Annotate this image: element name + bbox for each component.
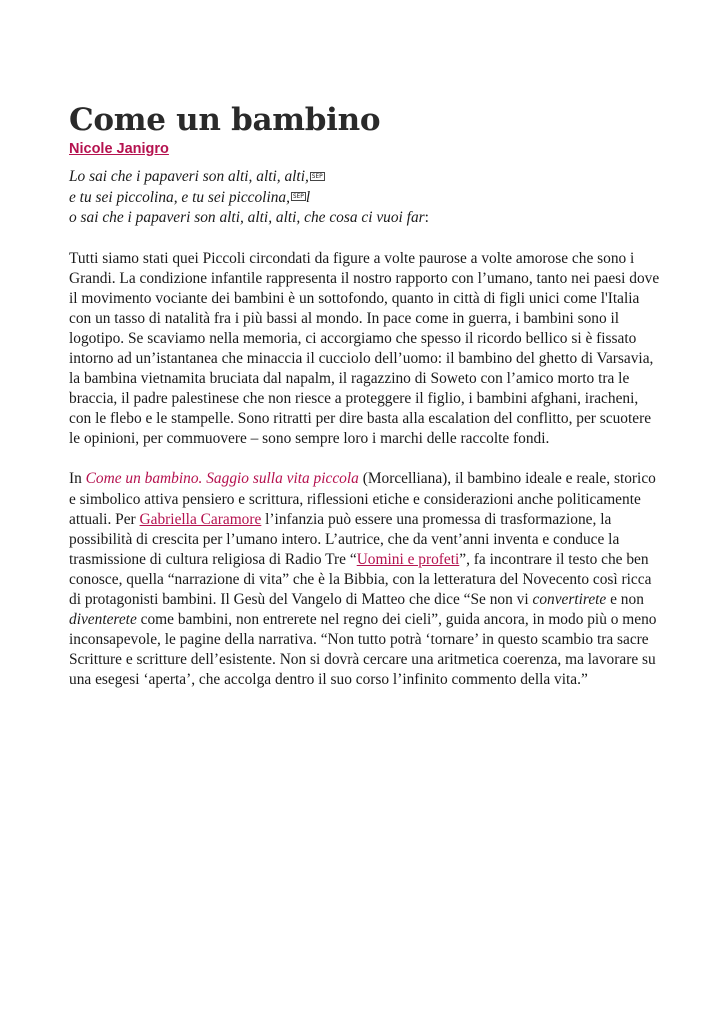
- uomini-e-profeti-link[interactable]: Uomini e profeti: [356, 550, 460, 568]
- paragraph-1: Tutti siamo stati quei Piccoli circondati da figure a volte paurose a volte amorose che sono i Grandi. La condizione infantile rappresenta il nostro rapporto con l’umano, tanto nei paesi dove il movimento vociante dei bambini è un sottofondo, quanto in città di figli unici come l'Italia con un tasso di natalità fra i più bassi al mondo. In pace come in guerra, i bambini sono il logotipo. Se scaviamo nella memoria, ci accorgiamo che spesso il ricordo bellico si è fissato intorno ad un’istantanea che minaccia il cucciolo dell’uomo: il bambino del ghetto di Varsavia, la bambina vietnamita bruciata dal napalm, il ragazzino di Soweto con l’amico morto tra le braccia, il padre palestinese che non riesce a proteggere il figlio, i bambini afghani, iracheni, con le flebo e le stampelle. Sono ritratti per dire basta alla escalation del conflitto, per scuotere le opinioni, per commuovere – sono sempre loro i marchi delle raccolte fondi.: [69, 249, 660, 448]
- poem-line-3-text: o sai che i papaveri son alti, alti, alti, che cosa ci vuoi far: [69, 209, 425, 226]
- poem-line-3: [69, 208, 661, 229]
- poem-line-2: [69, 188, 661, 209]
- p2-text-4: ”, fa incontrare il testo che ben conosce, quella “narrazione di vita” che è la Bibbia, con la letteratura del Novecento così ricca di protagonisti bambini. Il Gesù del Vangelo di Matteo che dice “Se non vi: [69, 550, 652, 608]
- article: [69, 100, 661, 690]
- author-link[interactable]: Nicole Janigro: [69, 141, 169, 157]
- sep-glyph-icon: SEP: [292, 193, 304, 201]
- poem-line-2-tail: l: [305, 188, 311, 206]
- p2-italic-diventerete: diventerete: [69, 611, 137, 629]
- poem-quote: [69, 167, 661, 229]
- p2-italic-convertirete: convertirete: [532, 591, 607, 608]
- poem-line-2-text: e tu sei piccolina, e tu sei piccolina,: [69, 188, 290, 206]
- poem-line-1: [69, 167, 661, 188]
- gabriella-caramore-link[interactable]: Gabriella Caramore: [139, 510, 262, 528]
- poem-line-3-end: :: [424, 209, 429, 226]
- poem-line-1-text: Lo sai che i papaveri son alti, alti, alti,: [69, 168, 309, 185]
- p2-text-2: (Morcelliana), il bambino ideale e reale, storico e simbolico attiva pensiero e scrittura, riflessioni etiche e considerazioni anche politicamente attuali. Per: [69, 470, 656, 528]
- article-title: Come un bambino: [69, 102, 381, 138]
- sep-glyph-icon: SEP: [311, 172, 323, 180]
- paragraph-2: [69, 469, 661, 690]
- p2-text-6: come bambini, non entrerete nel regno dei cieli”, guida ancora, in modo più o meno inconsapevole, le pagine della narrativa. “Non tutto potrà ‘tornare’ in questo scambio tra sacre Scritture e scritture dell’esistente. Non si dovrà cercare una aritmetica coerenza, ma lavorare su una esegesi ‘aperta’, che accolga dentro il suo corso l’infinito commento della vita.”: [69, 611, 657, 689]
- p2-text-1: In: [69, 470, 86, 488]
- book-title: Come un bambino. Saggio sulla vita piccola: [85, 470, 359, 488]
- p2-text-3: l’infanzia può essere una promessa di trasformazione, la possibilità di crescita per l’umano intero. L’autrice, che da vent’anni inventa e conduce la trasmissione di cultura religiosa di Radio Tre “: [69, 510, 620, 568]
- p2-text-5: e non: [606, 591, 644, 608]
